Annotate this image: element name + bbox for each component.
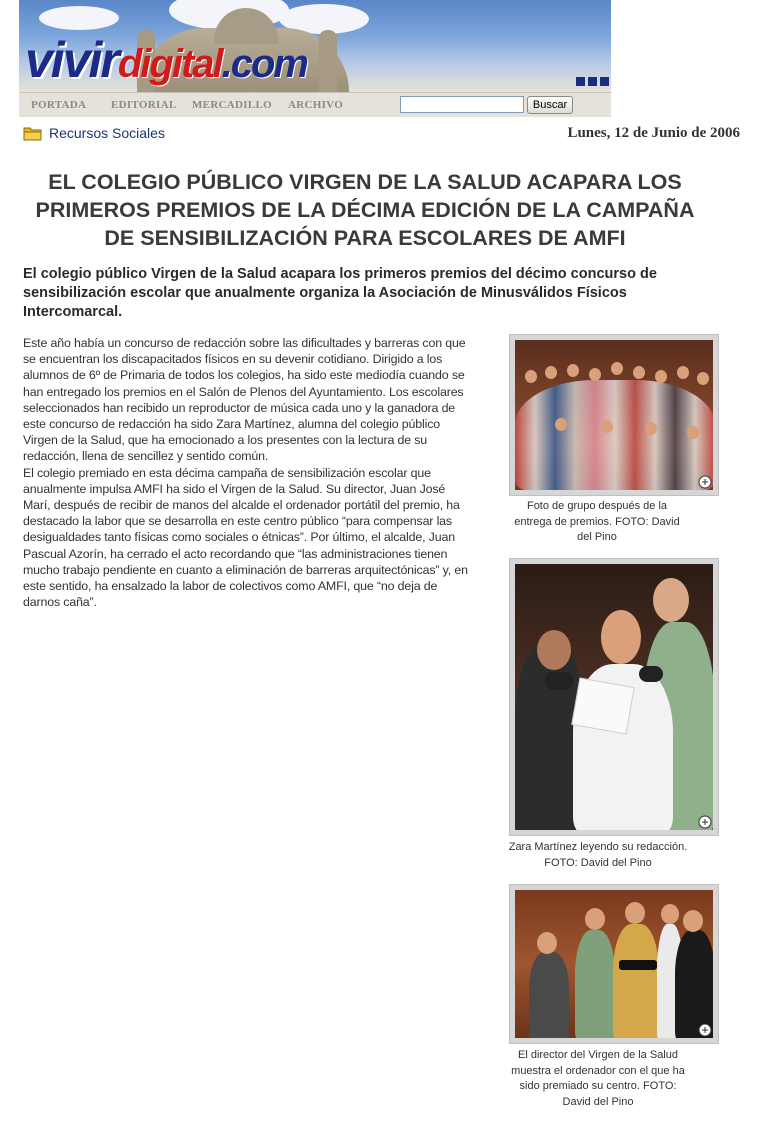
article-headline: EL COLEGIO PÚBLICO VIRGEN DE LA SALUD ACAPARA LOS PRIMEROS PREMIOS DE LA DÉCIMA EDICIÓN DE LA CAMPAÑA DE SENSIBILIZACIÓN PARA ESCOLARES DE AMFI (35, 170, 695, 250)
article-body (23, 335, 473, 610)
site-logo[interactable] (25, 30, 307, 92)
nav-item-mercadillo[interactable]: MERCADILLO (192, 99, 273, 111)
director-photo-image (515, 890, 713, 1038)
date-label: Lunes, 12 de Junio de 2006 (567, 125, 740, 141)
photo-reading[interactable] (509, 558, 719, 836)
photo-group[interactable] (509, 334, 719, 496)
nav-item-portada[interactable]: PORTADA (31, 99, 87, 111)
search-button[interactable]: Buscar (527, 96, 573, 114)
logo-vivir: vivir (25, 32, 118, 88)
zoom-icon[interactable] (698, 475, 712, 489)
zoom-icon[interactable] (698, 815, 712, 829)
article-lead: El colegio público Virgen de la Salud acapara los primeros premios del décimo concurso de sensibilización escolar que anualmente organiza la Asociación de Minusválidos Físicos Intercomarcal. (23, 266, 657, 320)
zoom-icon[interactable] (698, 1023, 712, 1037)
article-paragraph: Este año había un concurso de redacción sobre las dificultades y barreras con que se encuentran los discapacitados físicos en su devenir cotidiano. Dirigido a los alumnos de 6º de Primaria de todos los colegios, ha sido este mediodía cuando se han entregado los premios en el Salón de Plenos del Ayuntamiento. Los escolares seleccionados han recibido un reproductor de música cada uno y la ganadora de este concurso de redacción ha sido Zara Martínez, alumna del colegio público Virgen de la Salud, que ha emocionado a los presentes con la lectura de su redacción, llena de sencillez y sentido común. (23, 336, 466, 464)
tower-illustration (319, 30, 337, 92)
nav-bar (19, 92, 611, 117)
nav-item-editorial[interactable]: EDITORIAL (111, 99, 177, 111)
article-paragraph: El colegio premiado en esta décima campaña de sensibilización escolar que anualmente impulsa AMFI ha sido el Virgen de la Salud. Su director, Juan José Marí, después de recibir de manos del alcalde el ordenador portátil del premio, ha destacado la labor que se desarrolla en este centro público “para compensar las desigualdades tanto físicas como sociales o étnicas”. Por último, el alcalde, Juan Pascual Azorín, ha cerrado el acto recordando que “las administraciones tienen mucho trabajo pendiente en cuanto a eliminación de barreras arquitectónicas” y, en este sentido, ha ensalzado la labor de colectivos como AMFI, que “no deja de darnos caña”. (23, 465, 468, 610)
site-banner[interactable] (19, 0, 611, 92)
photo-director[interactable] (509, 884, 719, 1044)
group-photo-image (515, 340, 713, 490)
banner-dots (576, 77, 609, 86)
search-input[interactable] (400, 96, 524, 113)
photo-caption: Foto de grupo después de la entrega de premios. FOTO: David del Pino (514, 500, 680, 543)
folder-icon (23, 125, 42, 141)
photo-caption: El director del Virgen de la Salud muestra el ordenador con el que ha sido premiado su centro. FOTO: David del Pino (511, 1049, 685, 1108)
section-label[interactable]: Recursos Sociales (49, 125, 165, 141)
logo-digital: digital (117, 42, 222, 86)
photo-caption: Zara Martínez leyendo su redacción. FOTO: David del Pino (508, 841, 688, 869)
reading-photo-image (515, 564, 713, 830)
nav-item-archivo[interactable]: ARCHIVO (288, 99, 344, 111)
logo-com: .com (221, 42, 307, 86)
